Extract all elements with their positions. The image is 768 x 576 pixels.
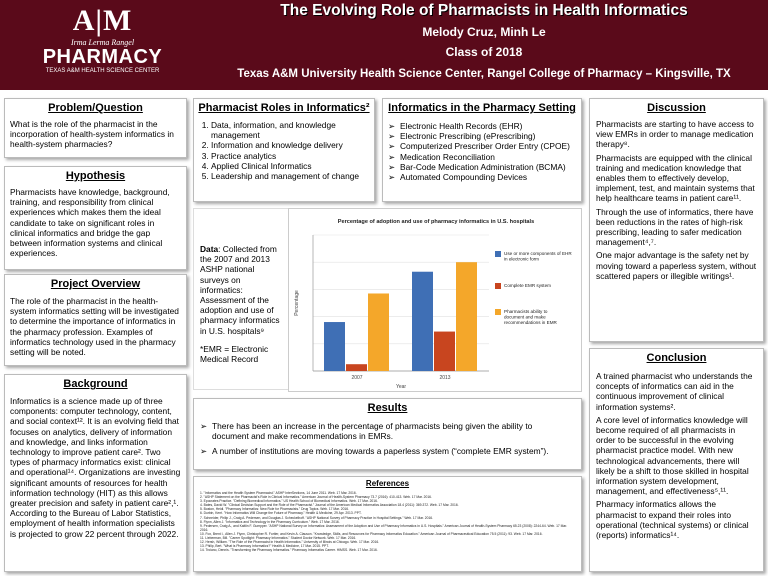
arrow-bullet-icon: ➢: [388, 121, 396, 131]
background-box: [4, 374, 187, 572]
chart-x-tick-label: 2013: [439, 375, 451, 381]
roles-heading: Pharmacist Roles in Informatics²: [198, 102, 370, 114]
discussion-paragraph: Pharmacists are starting to have access to view EMRs in order to manage medication therapy⁸.: [596, 119, 754, 150]
conclusion-paragraph: A trained pharmacist who understands the concepts of informatics can aid in the continuous improvement of clinical information systems².: [596, 371, 753, 412]
chart-x-label: Year: [395, 384, 407, 390]
data-note-text: Data: Collected from the 2007 and 2013 ASHP national surveys on informatics: Assessment of the adoption and use of pharmacy informatics in U.S. hospitals⁹: [200, 244, 280, 336]
overview-heading: Project Overview: [50, 278, 141, 290]
emr-note: *EMR = Electronic Medical Record: [200, 343, 269, 365]
conclusion-text: [596, 371, 757, 540]
arrow-bullet-icon: ➢: [388, 161, 396, 172]
chart-legend-swatch: [495, 309, 501, 315]
references-list: [200, 491, 575, 552]
poster-authors: Melody Cruz, Minh Le: [422, 25, 546, 39]
reference-item: 6. Durbin, Kerri. "How Informatics Will Change the Future of Pharmacy." Health & Medicine, 29 Apr. 2013. PPT.: [200, 511, 362, 516]
chart-bar: [456, 262, 477, 371]
setting-item: ➢ Automated Compounding Devices: [388, 172, 528, 183]
college-logo: [20, 4, 185, 82]
conclusion-heading: Conclusion: [646, 352, 707, 364]
arrow-bullet-icon: ➢: [388, 151, 396, 162]
conclusion-paragraph: A core level of informatics knowledge will become required of all pharmacists in order to be successful in the evolving pharmacist practice model. With new technological advancements, there will likely be a shift to those skilled in hospital information system development, management, and effectiveness⁵,¹¹.: [596, 414, 749, 497]
overview-box: [4, 274, 187, 366]
chart-legend-label: Use or more components of EHR in electronic form: [504, 251, 572, 262]
arrow-bullet-icon: ➢: [200, 446, 208, 457]
reference-item: 3. Epocrates Practice. "Defining Biomedical Informatics." US Health School of Biomedical Informatics. Web. 17 Mar. 2016.: [200, 499, 378, 504]
arrow-bullet-icon: ➢: [388, 141, 396, 152]
setting-box: [382, 98, 582, 202]
results-item: ➢ There has been an increase in the percentage of pharmacists being given the ability to document and make recommendations in EMRs.: [200, 421, 533, 442]
overview-text: The role of the pharmacist in the health-system informatics setting will be investigated to determine the importance of informatics in the pharmacy profession. Examples of informatics technology used in the pharmacy setting will be noted.: [10, 296, 179, 358]
chart-legend-swatch: [495, 251, 501, 257]
reference-item: 13. Philip, Bert. "What is Pharmacy Informatics?" Health & Medicine, 17 Mar. 2015. PPT.: [200, 544, 329, 549]
chart-title: Percentage of adoption and use of pharmacy informatics in U.S. hospitals: [337, 219, 535, 225]
setting-item: ➢ Computerized Prescriber Order Entry (CPOE): [388, 141, 570, 152]
chart-bar: [412, 272, 433, 371]
results-box: [193, 398, 582, 470]
reference-item: 10. Fox, Brent I., Allen J. Flynn, Christopher R. Fortier, and Kevin A. Clauson. "Knowledge, Skills, and Resources for Pharmacy Informatics Education." American Journal of Pharmaceutical Education 75.5 (2011): 93. Web. 17 Mar. 2016.: [200, 531, 543, 536]
reference-item: 4. Bates, David W. "Clinical Decision Support and the Role of the Pharmacist." Journal of the American Medical Informatics Association 18.4 (2011): 369-372. Web. 17 Mar. 2016.: [200, 503, 459, 508]
discussion-text: [596, 119, 757, 281]
chart-bar: [368, 293, 389, 371]
conclusion-paragraph: Pharmacy informatics allows the pharmacist to expand their roles into operational (technical systems) or clinical (reports) informatics¹⁴.: [596, 499, 749, 541]
reference-item: 12. Hersh, William. "The Role of the Pharmacist in Health Informatics." University of Illinois at Chicago. Web. 17 Mar. 2016.: [200, 540, 380, 545]
roles-item: 2. Information and knowledge delivery: [211, 140, 370, 150]
setting-item: ➢ Medication Reconciliation: [388, 151, 495, 162]
discussion-paragraph: One major advantage is the safety net by moving toward a paperless system, without scattered papers or illegible writings¹.: [596, 250, 757, 281]
reference-item: 7. Schneider, Philip J., Craig A. Pedersen, and Douglas J. Scheckelhoff. "ASHP National Survey of Pharmacy Practice in Hospital Settings." Web. 17 Mar. 2016.: [200, 515, 434, 520]
chart-bar: [434, 332, 455, 371]
roles-list: [198, 120, 370, 181]
background-text: Informatics is a science made up of three components: computer technology, content, and social context¹². It is an evolving field that focuses on analytics, delivery of information and knowledge, and links information technology to improve patient care². Two types of pharmacy informatics exist: clinical and operational¹⁴. Organizations are investing significant amounts of resources for health information technology (HIT) as this allows greater precision and safety in patient care²,¹. According to the Bureau of Labor Statistics, employment of health information specialists is projected to grow 22 percent through 2022.: [10, 396, 181, 539]
data-label: Data: [200, 244, 219, 254]
setting-item: ➢ Electronic Prescribing (ePrescribing): [388, 131, 536, 142]
roles-item: 5. Leadership and management of change: [211, 171, 370, 181]
setting-heading: Informatics in the Pharmacy Setting: [388, 102, 576, 114]
results-list: [200, 421, 575, 457]
conclusion-box: [589, 348, 764, 572]
roles-box: [193, 98, 375, 202]
chart-legend-label: Complete EMR system: [504, 283, 551, 288]
chart-x-tick-label: 2007: [351, 375, 363, 381]
poster-institution: Texas A&M University Health Science Center, Rangel College of Pharmacy – Kingsville, TX: [237, 68, 731, 80]
reference-item: 9. Pedersen, Craig A., and Kaitlin F. Gumpper. "ASHP National Survey on Informatics: Assessment of the Adoption and Use of Pharmacy Informatics in U.S. Hospitals." American Journal of Health-System Pharmacy 65.23 (2008): 2244-64. Web. 17 Mar. 2016.: [200, 523, 568, 532]
chart-legend-label: Pharmacists ability to document and make recommendations in EMR: [504, 309, 557, 325]
logo-hsc: TEXAS A&M HEALTH SCIENCE CENTER: [45, 68, 160, 74]
chart-bar: [346, 364, 367, 371]
poster-header: [0, 0, 768, 90]
discussion-paragraph: Through the use of informatics, there have been reductions in the rates of high-risk prescribing, leading to safer medication management⁴,⁷.: [596, 206, 754, 248]
chart-bar: [324, 322, 345, 371]
setting-item: ➢ Electronic Health Records (EHR): [388, 121, 523, 131]
poster-class: Class of 2018: [445, 45, 523, 59]
references-box: [193, 476, 582, 572]
roles-item: 3. Practice analytics: [211, 151, 370, 161]
reference-item: 11. Lieberman, Bill. "Career Spotlight: Pharmacy Informatics." Student Doctor Network. Web. 17 Mar. 2016.: [200, 536, 357, 541]
arrow-bullet-icon: ➢: [388, 172, 396, 183]
results-item: ➢ A number of institutions are moving towards a paperless system (“complete EMR system”).: [200, 446, 549, 457]
chart-y-label: Percentage: [294, 290, 300, 316]
problem-text: What is the role of the pharmacist in the incorporation of health-system informatics in health-system pharmacies?: [10, 119, 174, 150]
reference-item: 8. Flynn, Allen J. "Informatics and Technology in the Pharmacy Curriculum." Web. 17 Mar. 2016.: [200, 519, 340, 524]
poster-title: The Evolving Role of Pharmacists in Health Informatics: [280, 2, 688, 19]
logo-pharmacy: PHARMACY: [42, 46, 163, 68]
roles-item: 1. Data, information, and knowledge management: [211, 120, 370, 140]
reference-item: 1. "Informatics and the Health System Pharmacist." ASHP InterSections, 14 June 2011. Web. 17 Mar. 2016.: [200, 491, 357, 495]
reference-item: 5. Boston, Heidi. "Pharmacy Informatics: New Role for Pharmacists." Drug Topics. Web. 17 Mar. 2016.: [200, 507, 349, 512]
references-heading: References: [365, 479, 410, 488]
bar-chart: [289, 209, 583, 393]
chart-legend-swatch: [495, 283, 501, 289]
problem-heading: Problem/Question: [48, 102, 143, 114]
setting-list: [388, 121, 576, 182]
background-heading: Background: [63, 378, 128, 390]
reference-item: 14. Troiano, Dennis. "Transforming the Pharmacy Informatics." Pharmacy Informatics Career. HIMSS. Web. 17 Mar. 2016.: [200, 548, 378, 553]
discussion-paragraph: Pharmacists are equipped with the clinical training and medication knowledge that enables them to effectively develop, implement, test, and maintain systems that help healthcare teams in patient care¹¹.: [596, 152, 755, 204]
problem-box: [4, 98, 187, 158]
results-heading: Results: [367, 402, 408, 414]
setting-item: ➢ Bar-Code Medication Administration (BCMA): [388, 161, 566, 172]
data-note-box: [193, 208, 289, 390]
discussion-heading: Discussion: [647, 102, 706, 114]
tam-logo-mark: A|M: [72, 4, 133, 37]
hypothesis-heading: Hypothesis: [65, 170, 126, 182]
logo-subtitle: Irma Lerma Rangel: [70, 38, 135, 47]
chart-box: [288, 208, 582, 392]
hypothesis-box: [4, 166, 187, 270]
discussion-box: [589, 98, 764, 342]
roles-item: 4. Applied Clinical Informatics: [211, 161, 370, 171]
reference-item: 2. "ASHP Statement on the Pharmacist's Role in Clinical Informatics." American Journal of Health-System Pharmacy 73.7 (2016): 410-413. Web. 17 Mar. 2016.: [200, 495, 432, 500]
hypothesis-text: Pharmacists have knowledge, background, training, and responsibility from clinical experiences which makes them the ideal candidate to take on significant roles in clinical informatics and bridge the gap between information systems and clinical experiences.: [10, 187, 170, 259]
arrow-bullet-icon: ➢: [200, 421, 208, 431]
arrow-bullet-icon: ➢: [388, 131, 396, 142]
